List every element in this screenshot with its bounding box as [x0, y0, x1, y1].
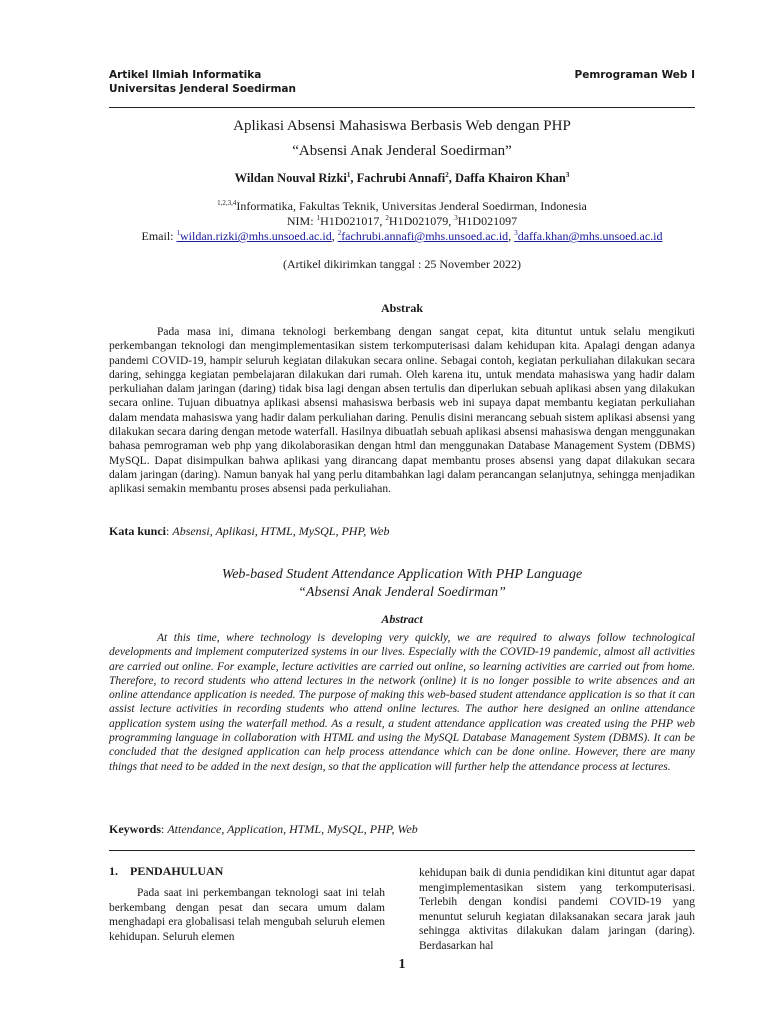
- header-divider: [109, 107, 695, 108]
- nim-sup: 2: [385, 214, 389, 222]
- left-column-text: Pada saat ini perkembangan teknologi saat ini telah berkembang dengan pesat dan secara umum dalam menghadapi era globalisasi telah mengubah seluruh elemen kehidupan. Seluruh elemen: [109, 887, 385, 943]
- author-sup: 1: [346, 170, 351, 179]
- author-name: Fachrubi Annafi: [356, 171, 446, 185]
- affiliation-text: Informatika, Fakultas Teknik, Universitas Jenderal Soedirman, Indonesia: [236, 199, 587, 213]
- abstract-heading: Abstract: [381, 612, 423, 626]
- email-link[interactable]: $^1$wildan.rizki@mhs.unsoed.ac.id: [176, 229, 332, 243]
- kata-kunci: Kata kunci: Absensi, Aplikasi, HTML, MySQL, PHP, Web: [109, 524, 390, 538]
- nim-value: H1D021097: [457, 214, 518, 228]
- author-name: Wildan Nouval Rizki: [234, 171, 347, 185]
- author-list: Wildan Nouval Rizki$^1$, Fachrubi Annafi$^2$, Daffa Khairon Khan$^3$: [234, 170, 570, 185]
- paper-title: Aplikasi Absensi Mahasiswa Berbasis Web dengan PHP: [233, 118, 571, 134]
- section-heading: 1. PENDAHULUAN: [109, 864, 224, 878]
- email-link[interactable]: $^3$daffa.khan@mhs.unsoed.ac.id: [514, 229, 663, 243]
- author-sup: 3: [565, 170, 570, 179]
- keywords-value: Attendance, Application, HTML, MySQL, PHP, Web: [167, 822, 418, 836]
- paper-subtitle: “Absensi Anak Jenderal Soedirman”: [292, 143, 512, 159]
- abstrak-body: Pada masa ini, dimana teknologi berkembang dengan sangat cepat, kita dituntut untuk selalu mengikuti perkembangan teknologi dan mengimplementasikan sistem terkomputerisasi dalam kehidupan kita. Apalagi dengan adanya pandemi COVID-19, hampir seluruh kegiatan dilakukan secara online. Sebagai contoh, kegiatan perkuliahan dilakukan secara daring, sehingga kegiatan pembelajaran dilakukan dari rumah. Oleh karena itu, untuk mendata mahasiswa yang hadir dalam perkuliahan dalam jaringan (daring) tidak bisa lagi dengan absen tertulis dan diperlukan sebuah aplikasi absen yang dilakukan secara online. Tujuan dibuatnya aplikasi absensi mahasiswa berbasis web ini supaya dapat membantu kegiatan perkuliahan dalam mendata mahasiswa yang hadir dalam perkuliahan daring. Penulis disini merancang sebuah sistem aplikasi absensi yang dilakukan secara daring dengan metode waterfall. Hasilnya dibuatlah sebuah aplikasi absensi mahasiswa dengan menggunakan bahasa pemrograman web php yang dikolaborasikan dengan html dan menggunakan Database Management System (DBMS) MySQL. Dapat disimpulkan bahwa aplikasi yang dirancang dapat membantu proses absensi yang dapat dilakukan secara dalam jaringan (daring). Namun banyak hal yang perlu ditambahkan lagi dalam perancangan selanjutnya, sehingga menjadikan aplikasi semakin membantu proses absensi pada perkuliahan.: [109, 326, 695, 496]
- nim-value: H1D021017: [320, 214, 380, 228]
- nim-sup: 1: [316, 214, 321, 222]
- nim-sup: 3: [454, 214, 458, 222]
- university-name: Universitas Jenderal Soedirman: [109, 83, 296, 95]
- keywords-value: Absensi, Aplikasi, HTML, MySQL, PHP, Web: [172, 524, 390, 538]
- nim-value: H1D021079: [388, 214, 449, 228]
- course-name: Pemrograman Web I: [574, 69, 695, 81]
- affiliation-block: [109, 199, 695, 244]
- abstract-body: At this time, where technology is developing very quickly, we are required to always follow technological developments and implement computerized systems in our lives. Especially with the COVID-19 pandemic, almost all activities are carried out online. For example, lecture activities are carried out online, so learning activities are carried out from home. Therefore, to record students who attend lectures in the network (online) it is no longer possible to write absences and an online attendance application is needed. The purpose of making this web-based student attendance application is so that it can assist lecture activities in recording students who attend online lectures. The author here designed an online attendance application system using the waterfall method. As a result, a student attendance application was created using the PHP web programming language in collaboration with HTML and using the MySQL Database Management System (DBMS). It can be concluded that the designed application can help process attendance which can be done online. However, there are many things that need to be added in the next design, so that the application will further help the attendance process at lectures.: [109, 632, 695, 773]
- english-title: Web-based Student Attendance Application With PHP Language: [221, 567, 583, 582]
- running-header: [109, 68, 695, 96]
- affiliation-line: [109, 199, 695, 214]
- email-line: Email: $^1$wildan.rizki@mhs.unsoed.ac.id, $^2$fachrubi.annafi@mhs.unsoed.ac.id, $^3$daffa.khan@mhs.unsoed.ac.id: [141, 229, 663, 243]
- section-divider: [109, 850, 695, 851]
- right-column-text: kehidupan baik di dunia pendidikan kini dituntut agar dapat mengimplementasikan sistem yang terkomputerisasi. Terlebih dengan kondisi pandemi COVID-19 yang menuntut seluruh kegiatan dilaksanakan secara jarak jauh sehingga aktivitas dilakukan dalam jaringan (daring). Berdasarkan hal: [419, 867, 695, 952]
- author-sup: 2: [445, 170, 449, 179]
- keywords: Keywords: Attendance, Application, HTML, MySQL, PHP, Web: [109, 822, 418, 836]
- nim-label: NIM:: [286, 214, 317, 228]
- email-label: Email:: [141, 229, 177, 243]
- submission-date: (Artikel dikirimkan tanggal : 25 November 2022): [283, 257, 521, 271]
- keywords-label: Keywords: [109, 822, 161, 836]
- email-link[interactable]: $^2$fachrubi.annafi@mhs.unsoed.ac.id: [337, 229, 509, 243]
- nim-line: NIM: $^1$H1D021017, $^2$H1D021079, $^3$H1D021097: [286, 214, 518, 228]
- journal-name: Artikel Ilmiah Informatika: [109, 69, 262, 81]
- keywords-label: Kata kunci: [109, 524, 167, 538]
- english-subtitle: “Absensi Anak Jenderal Soedirman”: [298, 585, 506, 600]
- page-number: 1: [398, 957, 406, 972]
- author-name: Daffa Khairon Khan: [454, 171, 566, 185]
- affiliation-sup: 1,2,3,4: [217, 199, 237, 207]
- abstrak-heading: Abstrak: [380, 301, 423, 315]
